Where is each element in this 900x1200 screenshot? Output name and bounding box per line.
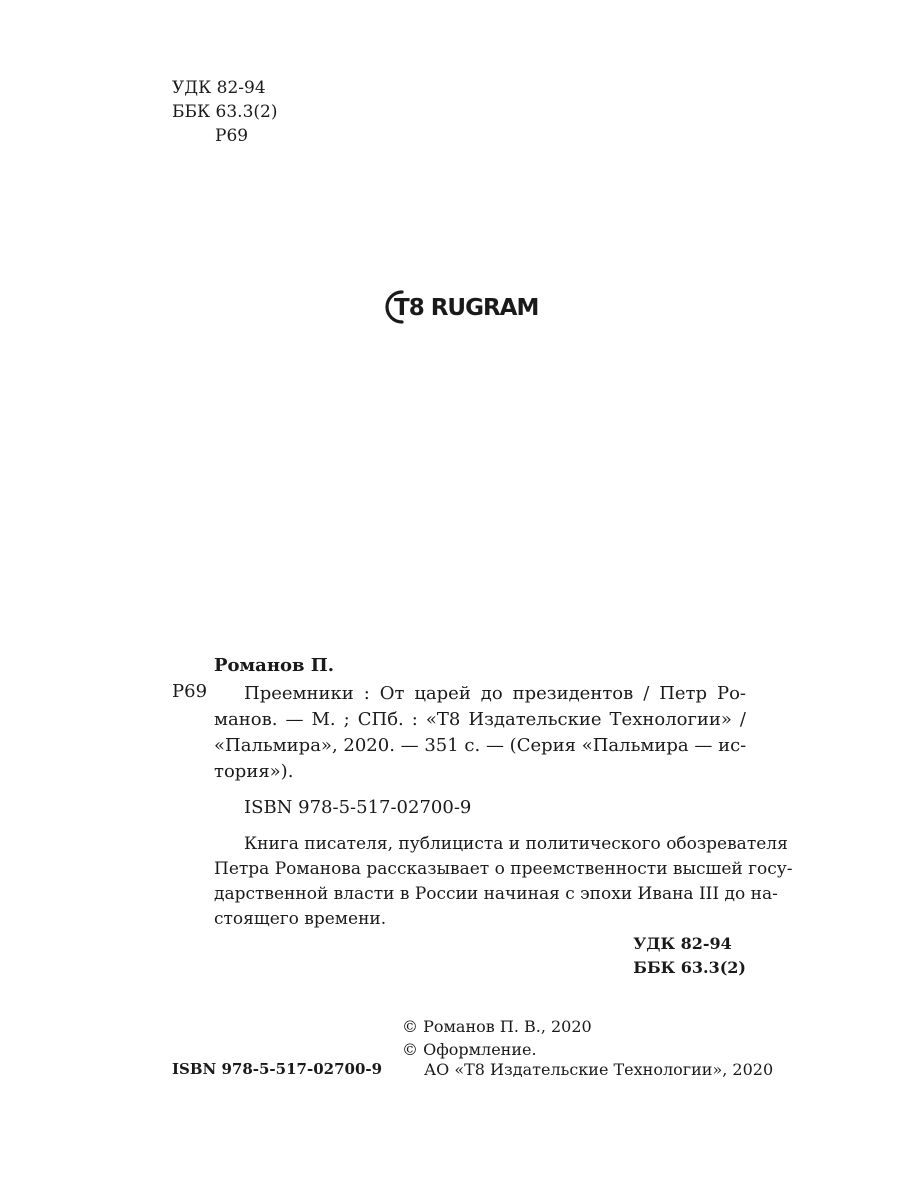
- annotation-line: стоящего времени.: [214, 909, 387, 929]
- bbk-code: ББК 63.3(2): [172, 102, 278, 122]
- annotation-line: дарственной власти в России начиная с эпохи Ивана III до на-: [214, 884, 778, 904]
- copyright-design-owner: АО «Т8 Издательские Технологии», 2020: [424, 1060, 774, 1079]
- catalog-bbk: ББК 63.3(2): [633, 958, 746, 977]
- description-line: тория»).: [214, 761, 294, 782]
- annotation-line: Книга писателя, публициста и политического обозревателя: [244, 834, 788, 854]
- catalog-udk: УДК 82-94: [633, 934, 732, 953]
- top-classification-codes: [172, 76, 277, 148]
- logo-text: T8 RUGRAM: [394, 295, 539, 321]
- catalog-isbn: ISBN 978-5-517-02700-9: [244, 797, 472, 818]
- description-line: «Пальмира», 2020. — 351 с. — (Серия «Пальмира — ис-: [214, 735, 747, 756]
- catalog-author: Романов П.: [214, 655, 335, 676]
- footer-isbn: ISBN 978-5-517-02700-9: [172, 1060, 383, 1078]
- description-line: Преемники : От царей до президентов / Петр Ро-: [244, 683, 746, 704]
- description-line: манов. — М. ; СПб. : «Т8 Издательские Технологии» /: [214, 709, 746, 730]
- catalog-author-mark: Р69: [172, 681, 208, 702]
- catalog-classification-codes: [633, 932, 746, 980]
- publisher-logo: [384, 289, 558, 325]
- catalog-description: [214, 681, 746, 785]
- copyright-design-label: © Оформление.: [402, 1040, 537, 1059]
- udk-code: УДК 82-94: [172, 78, 266, 98]
- annotation-line: Петра Романова рассказывает о преемственности высшей госу-: [214, 859, 793, 879]
- annotation: [214, 832, 793, 932]
- author-mark: Р69: [215, 126, 249, 146]
- copyright-author: © Романов П. В., 2020: [402, 1017, 592, 1036]
